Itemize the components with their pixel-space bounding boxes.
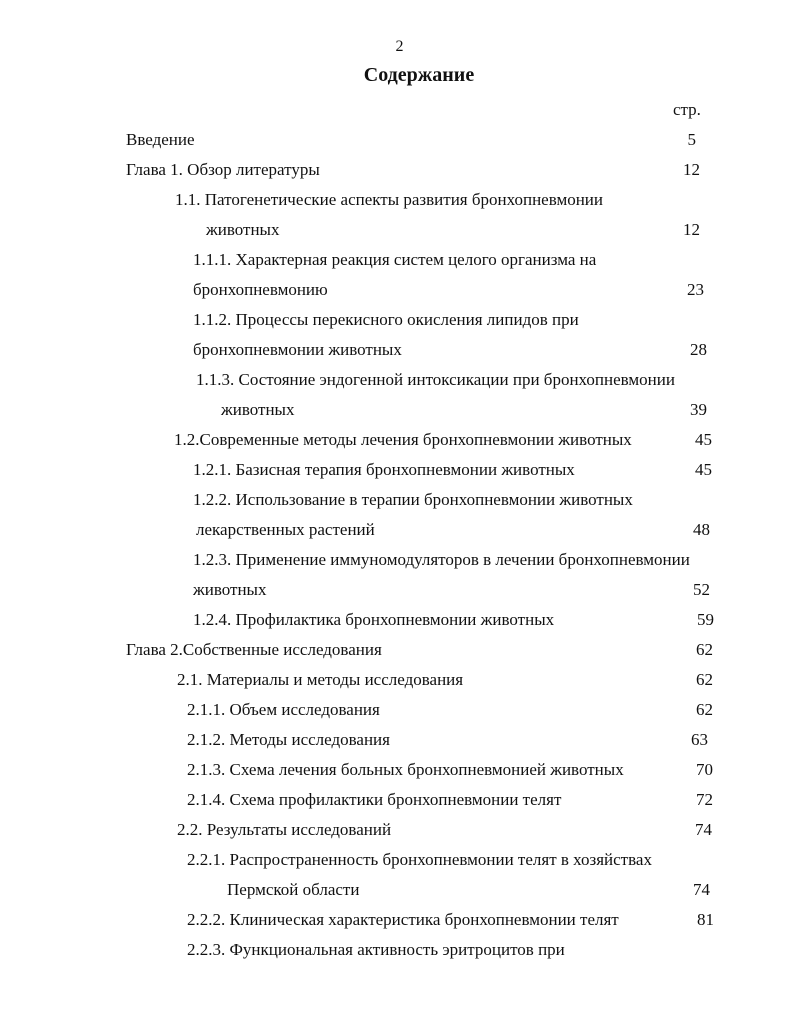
toc-entry-text: 2.1.2. Методы исследования (187, 730, 390, 749)
toc-entry-page: 62 (696, 700, 713, 719)
toc-entry-continuation: Пермской области (227, 880, 360, 899)
toc-entry-text: 1.1.1. Характерная реакция систем целого организма на (193, 250, 597, 269)
toc-entry-continuation: животных (206, 220, 280, 239)
toc-entry-page: 62 (696, 640, 713, 659)
toc-entry-text: 2.2.2. Клиническая характеристика бронхопневмонии телят (187, 910, 619, 929)
toc-entry-text: 1.1. Патогенетические аспекты развития бронхопневмонии (175, 190, 603, 209)
toc-entry-page: 45 (695, 460, 712, 479)
toc-entry-page: 12 (683, 220, 700, 239)
toc-entry-page: 72 (696, 790, 713, 809)
toc-entry-continuation: лекарственных растений (196, 520, 375, 539)
toc-entry-text: 2.2. Результаты исследований (177, 820, 392, 839)
page-title: Содержание (363, 64, 475, 86)
toc-entry-page: 45 (695, 430, 712, 449)
toc-entry-text: 2.2.3. Функциональная активность эритроцитов при (187, 940, 565, 959)
toc-entry-text: 1.2.2. Использование в терапии бронхопневмонии животных (193, 490, 633, 509)
toc-entry-text: 1.1.2. Процессы перекисного окисления липидов при (193, 310, 579, 329)
toc-entry-page: 81 (697, 910, 714, 929)
toc-entry-text: 2.1. Материалы и методы исследования (177, 670, 464, 689)
toc-entry-text: Введение (126, 130, 195, 149)
toc-entry-page: 5 (687, 130, 696, 149)
toc-entry-text: 1.2.Современные методы лечения бронхопневмонии животных (174, 430, 632, 449)
toc-entry-text: 1.2.1. Базисная терапия бронхопневмонии животных (193, 460, 575, 479)
toc-entry-continuation: животных (193, 580, 267, 599)
toc-entry-page: 70 (696, 760, 713, 779)
toc-entry-text: 2.1.3. Схема лечения больных бронхопневмонией животных (187, 760, 624, 779)
toc-entry-continuation: бронхопневмонию (193, 280, 328, 299)
toc-entry-continuation: животных (221, 400, 295, 419)
toc-entry-text: 2.2.1. Распространенность бронхопневмонии телят в хозяйствах (187, 850, 652, 869)
toc-entry-page: 63 (691, 730, 708, 749)
toc-entry-page: 12 (683, 160, 700, 179)
toc-entry-text: 1.2.4. Профилактика бронхопневмонии животных (193, 610, 555, 629)
toc-entry-text: 2.1.4. Схема профилактики бронхопневмонии телят (187, 790, 562, 809)
toc-entry-page: 59 (697, 610, 714, 629)
toc-entry-text: Глава 1. Обзор литературы (126, 160, 320, 179)
toc-entry-page: 48 (693, 520, 710, 539)
toc-entry-text: 1.2.3. Применение иммуномодуляторов в лечении бронхопневмонии (193, 550, 690, 569)
toc-entry-page: 28 (690, 340, 707, 359)
toc-entry-page: 74 (695, 820, 712, 839)
page-number: 2 (395, 38, 404, 55)
toc-entry-page: 62 (696, 670, 713, 689)
toc-entry-page: 23 (687, 280, 704, 299)
toc-entry-page: 39 (690, 400, 707, 419)
toc-entry-page: 52 (693, 580, 710, 599)
toc-entry-continuation: бронхопневмонии животных (193, 340, 402, 359)
toc-entry-page: 74 (693, 880, 710, 899)
page-column-label: стр. (673, 100, 701, 119)
toc-entry-text: 2.1.1. Объем исследования (187, 700, 380, 719)
toc-entry-text: Глава 2.Собственные исследования (126, 640, 382, 659)
toc-entry-text: 1.1.3. Состояние эндогенной интоксикации при бронхопневмонии (196, 370, 675, 389)
